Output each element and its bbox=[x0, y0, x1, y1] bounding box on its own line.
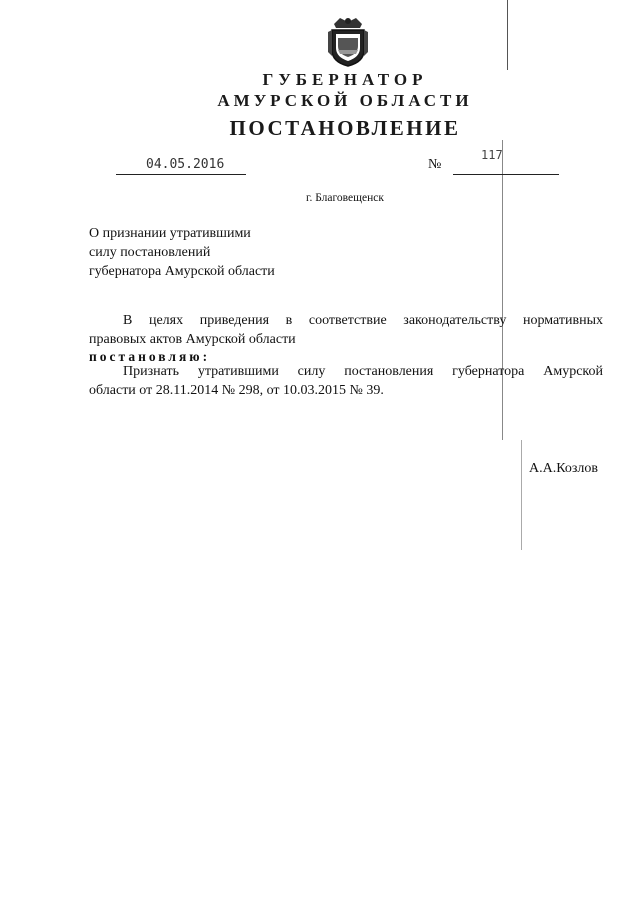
document-number: 117 bbox=[481, 148, 503, 162]
subject-line: губернатора Амурской области bbox=[89, 264, 275, 279]
city: г. Благовещенск bbox=[306, 192, 384, 204]
number-underline bbox=[453, 174, 559, 175]
issuer-title: ГУБЕРНАТОР bbox=[262, 70, 428, 89]
resolution-line: Признать утратившими силу постановления губернатора Амурской bbox=[123, 364, 603, 379]
signatory-name: А.А.Козлов bbox=[529, 461, 598, 476]
preamble-line: В целях приведения в соответствие законодательству нормативных bbox=[123, 313, 603, 328]
scan-artifact-line bbox=[521, 440, 522, 550]
preamble-paragraph bbox=[89, 311, 603, 349]
document-subject bbox=[89, 224, 275, 281]
resolution-line: области от 28.11.2014 № 298, от 10.03.2015 № 39. bbox=[89, 383, 384, 398]
document-type: ПОСТАНОВЛЕНИЕ bbox=[229, 116, 461, 140]
coat-of-arms-icon bbox=[326, 14, 370, 68]
number-sign: № bbox=[428, 157, 442, 172]
date-underline bbox=[116, 174, 246, 175]
resolution-paragraph bbox=[89, 362, 603, 400]
subject-line: силу постановлений bbox=[89, 245, 211, 260]
issuer-region: АМУРСКОЙ ОБЛАСТИ bbox=[217, 91, 473, 110]
scan-artifact-line bbox=[507, 0, 508, 70]
document-date: 04.05.2016 bbox=[146, 157, 225, 172]
preamble-line: правовых актов Амурской области bbox=[89, 332, 296, 347]
subject-line: О признании утратившими bbox=[89, 226, 251, 241]
resolve-heading: постановляю: bbox=[89, 349, 211, 364]
